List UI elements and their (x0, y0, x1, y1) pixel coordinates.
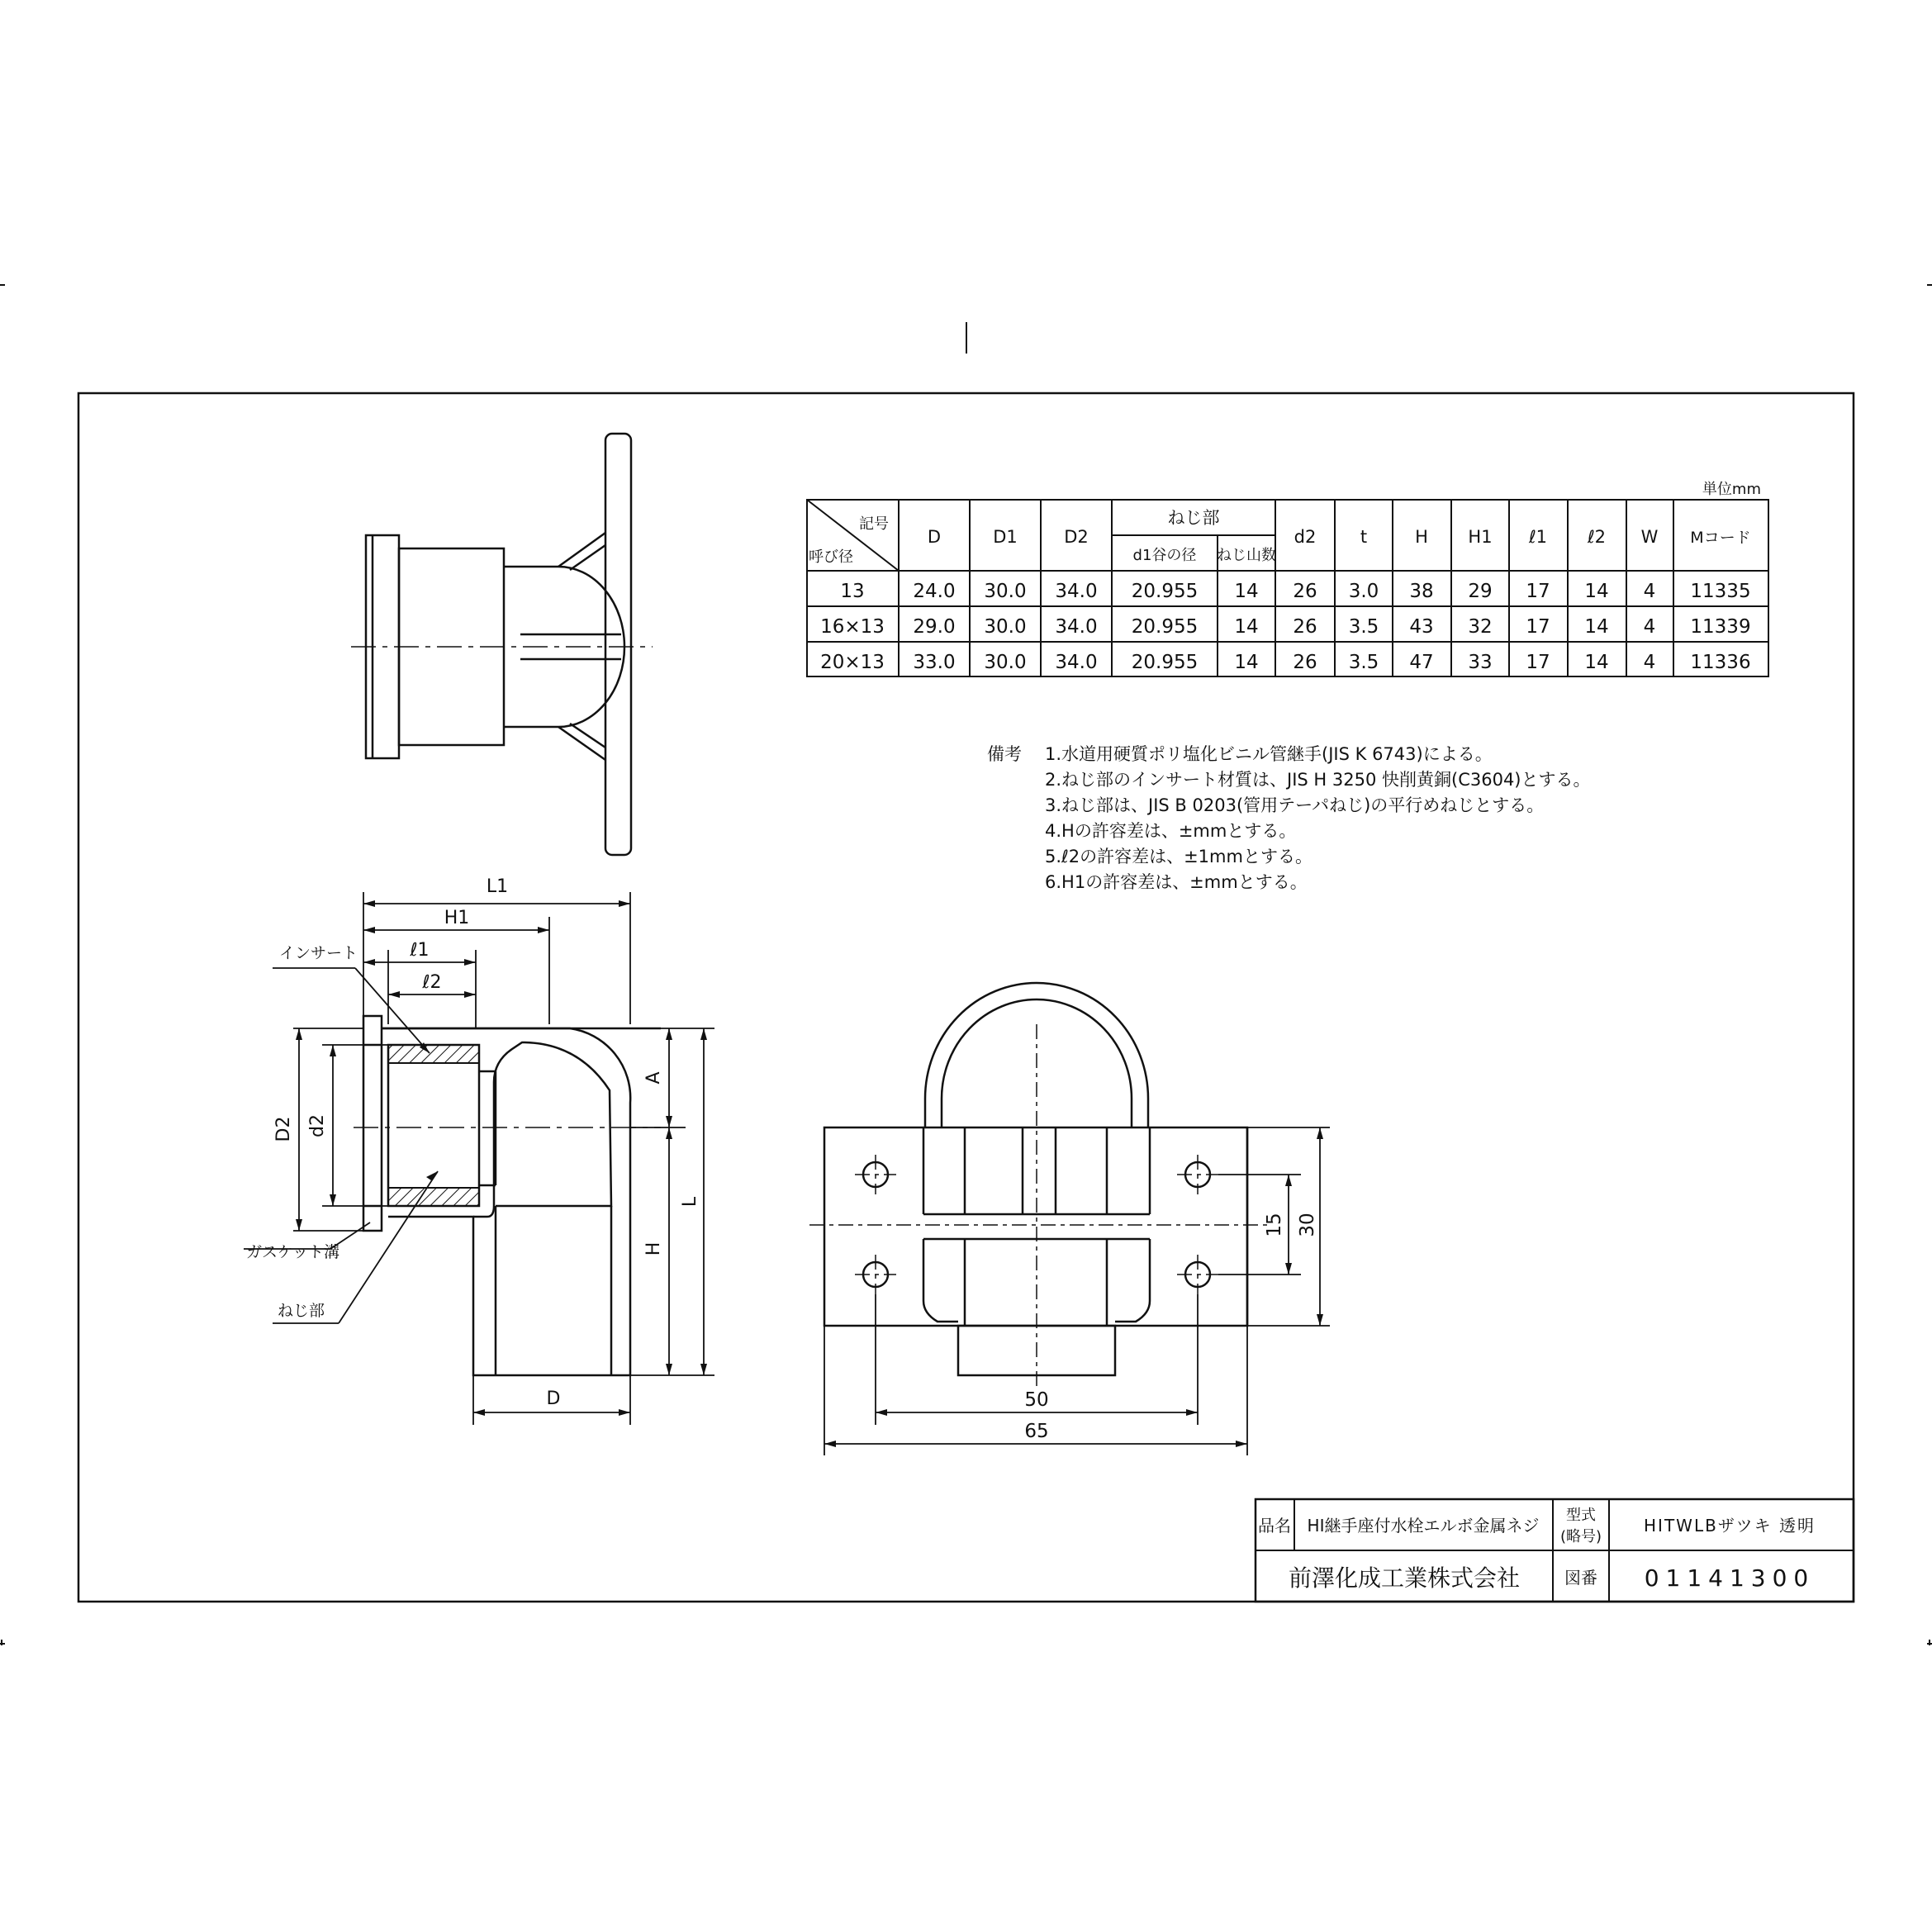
header-thread-count: ねじ山数 (1217, 547, 1276, 564)
header-D: D (927, 527, 942, 547)
table-cell-l1: 17 (1526, 581, 1550, 602)
note-5: 5.ℓ2の許容差は、±1mmとする。 (1045, 847, 1313, 866)
table-cell-l2: 14 (1584, 616, 1609, 638)
model-value: HITWLBザツキ 透明 (1644, 1516, 1816, 1536)
table-cell-thread-count: 14 (1234, 652, 1259, 673)
drawing-no-label: 図番 (1564, 1568, 1597, 1588)
dim-A: A (643, 1071, 664, 1085)
label-gasket-groove: ガスケット溝 (246, 1243, 340, 1261)
drawing-frame (78, 393, 1854, 1602)
table-cell-D: 33.0 (913, 652, 956, 673)
label-thread: ねじ部 (278, 1302, 325, 1320)
table-cell-W: 4 (1643, 581, 1656, 602)
table-cell-l2: 14 (1584, 581, 1609, 602)
table-cell-mcode: 11336 (1690, 652, 1751, 673)
header-d2: d2 (1294, 527, 1317, 547)
table-corner-top: 記号 (859, 515, 889, 533)
table-cell-D: 24.0 (913, 581, 956, 602)
note-6: 6.H1の許容差は、±mmとする。 (1045, 872, 1308, 892)
table-cell-H: 38 (1409, 581, 1434, 602)
side-view (244, 876, 714, 1425)
header-H1: H1 (1468, 527, 1493, 547)
header-thread-d1: d1谷の径 (1132, 547, 1197, 564)
dim-d2: d2 (307, 1114, 328, 1137)
dim-D: D (546, 1388, 561, 1409)
table-cell-l2: 14 (1584, 652, 1609, 673)
table-cell-H1: 32 (1468, 616, 1493, 638)
sheet-marks (0, 285, 1932, 1645)
insert-hatch-top (388, 1045, 479, 1063)
header-mcode: Mコード (1690, 529, 1751, 547)
header-l2: ℓ2 (1587, 527, 1607, 547)
table-cell-D: 29.0 (913, 616, 956, 638)
table-cell-D1: 30.0 (984, 616, 1027, 638)
dim-15: 15 (1264, 1213, 1285, 1237)
table-cell-H: 43 (1409, 616, 1434, 638)
table-cell-nominal: 16×13 (820, 616, 885, 638)
dim-H: H (643, 1241, 664, 1256)
table-cell-H1: 33 (1468, 652, 1493, 673)
table-cell-mcode: 11335 (1690, 581, 1751, 602)
notes-label: 備考 (987, 744, 1022, 764)
table-cell-H1: 29 (1468, 581, 1493, 602)
table-cell-d2: 26 (1293, 581, 1317, 602)
dim-65: 65 (1024, 1421, 1049, 1442)
unit-label: 単位mm (1702, 481, 1761, 498)
table-cell-thread-count: 14 (1234, 581, 1259, 602)
dim-30: 30 (1297, 1213, 1318, 1237)
table-cell-thread-d1: 20.955 (1131, 581, 1199, 602)
model-label-2: (略号) (1559, 1528, 1602, 1545)
table-cell-W: 4 (1643, 652, 1656, 673)
table-cell-D1: 30.0 (984, 652, 1027, 673)
dim-D2: D2 (273, 1116, 294, 1142)
header-D1: D1 (993, 527, 1018, 547)
table-corner-bottom: 呼び径 (809, 548, 853, 566)
spec-table (807, 481, 1768, 676)
table-cell-nominal: 20×13 (820, 652, 885, 673)
header-t: t (1360, 527, 1368, 547)
table-cell-mcode: 11339 (1690, 616, 1751, 638)
table-cell-H: 47 (1409, 652, 1434, 673)
header-D2: D2 (1064, 527, 1089, 547)
table-cell-t: 3.5 (1348, 616, 1379, 638)
note-2: 2.ねじ部のインサート材質は、JIS H 3250 快削黄銅(C3604)とする。 (1045, 770, 1591, 790)
label-insert: インサート (279, 944, 358, 962)
dim-l1: ℓ1 (410, 940, 430, 961)
notes (987, 744, 1591, 892)
table-cell-W: 4 (1643, 616, 1656, 638)
note-1: 1.水道用硬質ポリ塩化ビニル管継手(JIS K 6743)による。 (1045, 744, 1493, 764)
table-cell-t: 3.0 (1348, 581, 1379, 602)
insert-hatch-bottom (388, 1188, 479, 1206)
note-3: 3.ねじ部は、JIS B 0203(管用テーパねじ)の平行めねじとする。 (1045, 795, 1545, 815)
table-cell-l1: 17 (1526, 616, 1550, 638)
table-cell-D2: 34.0 (1055, 581, 1098, 602)
table-cell-thread-count: 14 (1234, 616, 1259, 638)
name-label: 品名 (1258, 1516, 1291, 1536)
note-4: 4.Hの許容差は、±mmとする。 (1045, 821, 1297, 841)
top-view (351, 434, 653, 855)
company-name: 前澤化成工業株式会社 (1288, 1564, 1521, 1592)
table-body (820, 581, 1750, 673)
table-cell-d2: 26 (1293, 652, 1317, 673)
model-label-1: 型式 (1566, 1507, 1596, 1524)
table-cell-D2: 34.0 (1055, 652, 1098, 673)
dim-l2: ℓ2 (422, 972, 442, 993)
table-cell-d2: 26 (1293, 616, 1317, 638)
product-name: HI継手座付水栓エルボ金属ネジ (1307, 1516, 1540, 1536)
drawing-number: 01141300 (1644, 1564, 1816, 1592)
table-cell-thread-d1: 20.955 (1131, 652, 1199, 673)
header-W: W (1640, 527, 1659, 547)
header-H: H (1415, 527, 1428, 547)
table-cell-nominal: 13 (840, 581, 865, 602)
table-cell-thread-d1: 20.955 (1131, 616, 1199, 638)
dim-L: L (680, 1196, 700, 1208)
table-cell-D1: 30.0 (984, 581, 1027, 602)
table-cell-D2: 34.0 (1055, 616, 1098, 638)
dim-H1: H1 (444, 908, 470, 928)
dim-50: 50 (1024, 1389, 1049, 1411)
header-thread-group: ねじ部 (1167, 508, 1220, 528)
header-l1: ℓ1 (1528, 527, 1548, 547)
table-cell-l1: 17 (1526, 652, 1550, 673)
title-block (1256, 1499, 1854, 1602)
front-view (809, 983, 1330, 1455)
dim-L1: L1 (486, 876, 509, 897)
table-cell-t: 3.5 (1348, 652, 1379, 673)
